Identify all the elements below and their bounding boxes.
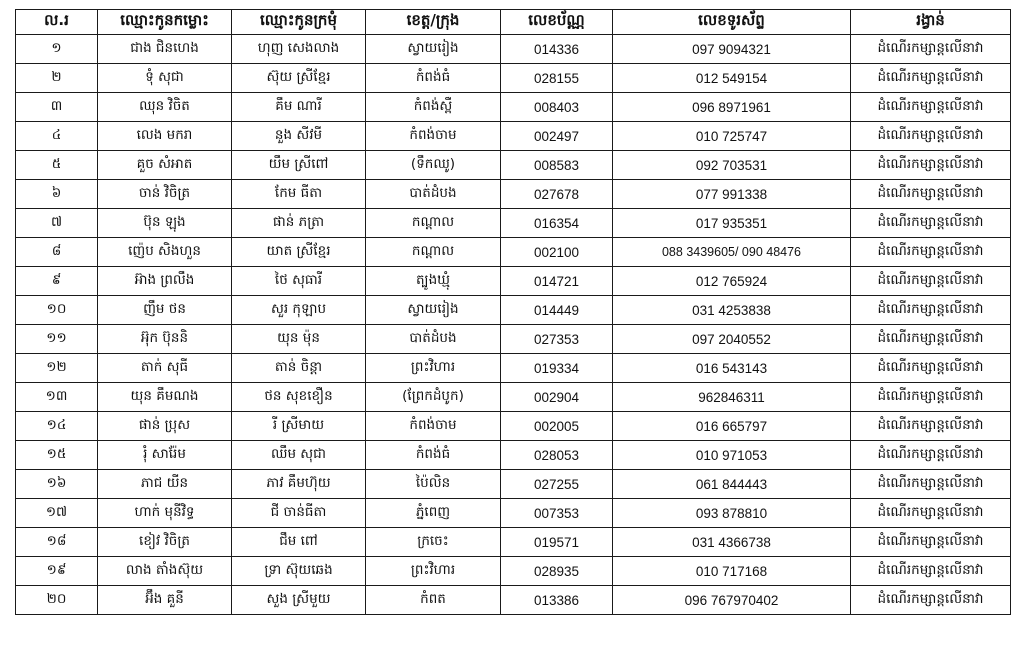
column-header-groom-name: ឈ្មោះកូនកម្លោះ [98,10,232,35]
cell-groom-name: ឈុន វិចិត [98,93,232,122]
cell-card-number: 014721 [501,267,613,296]
cell-province: ប៉ៃលិន [366,470,501,499]
cell-province: កំពង់ធំ [366,441,501,470]
cell-number: ១០ [16,296,98,325]
table-row [16,470,1011,499]
cell-card-number: 002904 [501,383,613,412]
cell-province: កំពង់ធំ [366,64,501,93]
cell-number: ១៣ [16,383,98,412]
cell-province: (ទឹកឈូ) [366,151,501,180]
table-row [16,209,1011,238]
cell-card-number: 028053 [501,441,613,470]
cell-number: ៧ [16,209,98,238]
cell-prize: ដំណើរកម្សាន្តលើនាវា [851,267,1011,296]
cell-number: ១៧ [16,499,98,528]
cell-phone: 016 665797 [613,412,851,441]
cell-province: កំពង់ចាម [366,412,501,441]
cell-card-number: 002497 [501,122,613,151]
cell-phone: 097 9094321 [613,35,851,64]
cell-number: ២០ [16,586,98,615]
cell-groom-name: ហាក់ មុនីវិទ្ធ [98,499,232,528]
cell-province: កណ្តាល [366,209,501,238]
cell-groom-name: អ៊ឹង គួនី [98,586,232,615]
cell-bride-name: យុន ម៉ុន [232,325,366,354]
cell-number: ១៩ [16,557,98,586]
table-row [16,586,1011,615]
column-header-number: ល.រ [16,10,98,35]
table-row [16,383,1011,412]
cell-bride-name: ភាវ គឹមហ៊ុយ [232,470,366,499]
cell-groom-name: ញ៉េប សិងហួន [98,238,232,267]
cell-number: ១៦ [16,470,98,499]
cell-card-number: 007353 [501,499,613,528]
cell-card-number: 027678 [501,180,613,209]
cell-prize: ដំណើរកម្សាន្តលើនាវា [851,151,1011,180]
cell-bride-name: យឹម ស្រីពៅ [232,151,366,180]
cell-groom-name: ចាន់ វិចិត្រ [98,180,232,209]
cell-number: ២ [16,64,98,93]
cell-phone: 031 4253838 [613,296,851,325]
table-row [16,35,1011,64]
cell-phone: 017 935351 [613,209,851,238]
cell-province: ស្វាយរៀង [366,296,501,325]
cell-number: ៤ [16,122,98,151]
cell-bride-name: ស៊ុយ ស្រីខ្មែរ [232,64,366,93]
cell-number: ១១ [16,325,98,354]
table-row [16,122,1011,151]
cell-prize: ដំណើរកម្សាន្តលើនាវា [851,325,1011,354]
cell-groom-name: គួច សំអាត [98,151,232,180]
cell-phone: 077 991338 [613,180,851,209]
cell-phone: 010 971053 [613,441,851,470]
cell-phone: 061 844443 [613,470,851,499]
cell-prize: ដំណើរកម្សាន្តលើនាវា [851,586,1011,615]
cell-prize: ដំណើរកម្សាន្តលើនាវា [851,64,1011,93]
cell-card-number: 028935 [501,557,613,586]
cell-card-number: 028155 [501,64,613,93]
winners-table-container [15,9,1010,615]
cell-prize: ដំណើរកម្សាន្តលើនាវា [851,296,1011,325]
cell-bride-name: ជី ចាន់ធីតា [232,499,366,528]
column-header-phone: លេខទូរស័ព្ទ [613,10,851,35]
table-row [16,238,1011,267]
cell-groom-name: អ៊ាង ព្រលឹង [98,267,232,296]
cell-prize: ដំណើរកម្សាន្តលើនាវា [851,354,1011,383]
cell-card-number: 019571 [501,528,613,557]
cell-number: ៩ [16,267,98,296]
cell-prize: ដំណើរកម្សាន្តលើនាវា [851,412,1011,441]
cell-phone: 010 717168 [613,557,851,586]
column-header-card-number: លេខប័ណ្ណ [501,10,613,35]
table-row [16,528,1011,557]
winners-table [15,9,1011,615]
cell-prize: ដំណើរកម្សាន្តលើនាវា [851,441,1011,470]
cell-prize: ដំណើរកម្សាន្តលើនាវា [851,557,1011,586]
cell-card-number: 002005 [501,412,613,441]
table-row [16,441,1011,470]
cell-groom-name: លេង មករា [98,122,232,151]
column-header-province: ខេត្ត/ក្រុង [366,10,501,35]
cell-bride-name: នួង សីវមី [232,122,366,151]
cell-province: ភ្នំពេញ [366,499,501,528]
cell-card-number: 014336 [501,35,613,64]
cell-card-number: 013386 [501,586,613,615]
cell-bride-name: ថៃ សុធារី [232,267,366,296]
cell-phone: 010 725747 [613,122,851,151]
cell-card-number: 027353 [501,325,613,354]
cell-groom-name: យុន គឹមណង [98,383,232,412]
cell-groom-name: អ៊ុក ប៊ុននិ [98,325,232,354]
cell-card-number: 016354 [501,209,613,238]
cell-number: ៦ [16,180,98,209]
cell-phone: 097 2040552 [613,325,851,354]
table-row [16,93,1011,122]
cell-number: ១៨ [16,528,98,557]
table-row [16,296,1011,325]
table-row [16,180,1011,209]
cell-phone: 088 3439605/ 090 48476 [613,238,851,267]
cell-phone: 031 4366738 [613,528,851,557]
cell-province: កំពត [366,586,501,615]
cell-phone: 016 543143 [613,354,851,383]
cell-phone: 093 878810 [613,499,851,528]
cell-groom-name: ភាជ យីន [98,470,232,499]
cell-groom-name: ទុំ សុជា [98,64,232,93]
cell-bride-name: កែម ធីតា [232,180,366,209]
cell-number: ៨ [16,238,98,267]
cell-province: ព្រះវិហារ [366,354,501,383]
cell-groom-name: លាង តាំងស៊ុយ [98,557,232,586]
cell-province: បាត់ដំបង [366,180,501,209]
cell-prize: ដំណើរកម្សាន្តលើនាវា [851,122,1011,151]
cell-bride-name: យាត ស្រីខ្មែរ [232,238,366,267]
cell-prize: ដំណើរកម្សាន្តលើនាវា [851,238,1011,267]
cell-prize: ដំណើរកម្សាន្តលើនាវា [851,93,1011,122]
cell-phone: 096 767970402 [613,586,851,615]
cell-card-number: 008403 [501,93,613,122]
cell-bride-name: ហុញ សេងលាង [232,35,366,64]
cell-phone: 012 549154 [613,64,851,93]
cell-groom-name: រុំ សារ៉ែម [98,441,232,470]
cell-number: ១២ [16,354,98,383]
table-row [16,412,1011,441]
cell-province: ត្បូងឃ្មុំ [366,267,501,296]
cell-province: កំពង់ស្ពឺ [366,93,501,122]
cell-bride-name: សួរ កុឡាប [232,296,366,325]
cell-card-number: 027255 [501,470,613,499]
cell-number: ៣ [16,93,98,122]
cell-province: ព្រះវិហារ [366,557,501,586]
cell-prize: ដំណើរកម្សាន្តលើនាវា [851,180,1011,209]
column-header-bride-name: ឈ្មោះកូនក្រមុំ [232,10,366,35]
cell-bride-name: ថន សុខខឿន [232,383,366,412]
cell-bride-name: តាន់ ចិន្តា [232,354,366,383]
table-body [16,35,1011,615]
cell-phone: 096 8971961 [613,93,851,122]
table-row [16,267,1011,296]
cell-phone: 012 765924 [613,267,851,296]
table-row [16,354,1011,383]
cell-bride-name: ឈឹម សុជា [232,441,366,470]
cell-card-number: 002100 [501,238,613,267]
cell-groom-name: ជាង ជិនហេង [98,35,232,64]
cell-groom-name: តាក់ សុធី [98,354,232,383]
table-row [16,64,1011,93]
cell-prize: ដំណើរកម្សាន្តលើនាវា [851,209,1011,238]
cell-province: ស្វាយរៀង [366,35,501,64]
column-header-prize: រង្វាន់ [851,10,1011,35]
cell-number: ៥ [16,151,98,180]
cell-number: ១ [16,35,98,64]
table-row [16,557,1011,586]
cell-groom-name: ផាន់ ប្រុស [98,412,232,441]
cell-card-number: 014449 [501,296,613,325]
cell-province: (ព្រែកដំបូក) [366,383,501,412]
cell-card-number: 019334 [501,354,613,383]
cell-groom-name: ប៊ុន ឡុង [98,209,232,238]
cell-number: ១៤ [16,412,98,441]
cell-bride-name: ជឹម ពៅ [232,528,366,557]
cell-phone: 092 703531 [613,151,851,180]
cell-bride-name: គឹម ណារី [232,93,366,122]
cell-prize: ដំណើរកម្សាន្តលើនាវា [851,499,1011,528]
table-header-row [16,10,1011,35]
cell-prize: ដំណើរកម្សាន្តលើនាវា [851,383,1011,412]
cell-bride-name: រី ស្រីមាយ [232,412,366,441]
cell-bride-name: សួង ស្រីមួយ [232,586,366,615]
cell-number: ១៥ [16,441,98,470]
cell-card-number: 008583 [501,151,613,180]
table-row [16,499,1011,528]
cell-bride-name: ទ្រា ស៊ុយឆេង [232,557,366,586]
cell-prize: ដំណើរកម្សាន្តលើនាវា [851,35,1011,64]
cell-bride-name: ផាន់ ភត្រា [232,209,366,238]
cell-prize: ដំណើរកម្សាន្តលើនាវា [851,528,1011,557]
cell-phone: 962846311 [613,383,851,412]
table-row [16,325,1011,354]
cell-groom-name: ខៀវ វិចិត្រ [98,528,232,557]
cell-province: កណ្តាល [366,238,501,267]
table-row [16,151,1011,180]
cell-province: ក្រចេះ [366,528,501,557]
cell-province: បាត់ដំបង [366,325,501,354]
cell-groom-name: ញឹម ថន [98,296,232,325]
cell-province: កំពង់ចាម [366,122,501,151]
cell-prize: ដំណើរកម្សាន្តលើនាវា [851,470,1011,499]
